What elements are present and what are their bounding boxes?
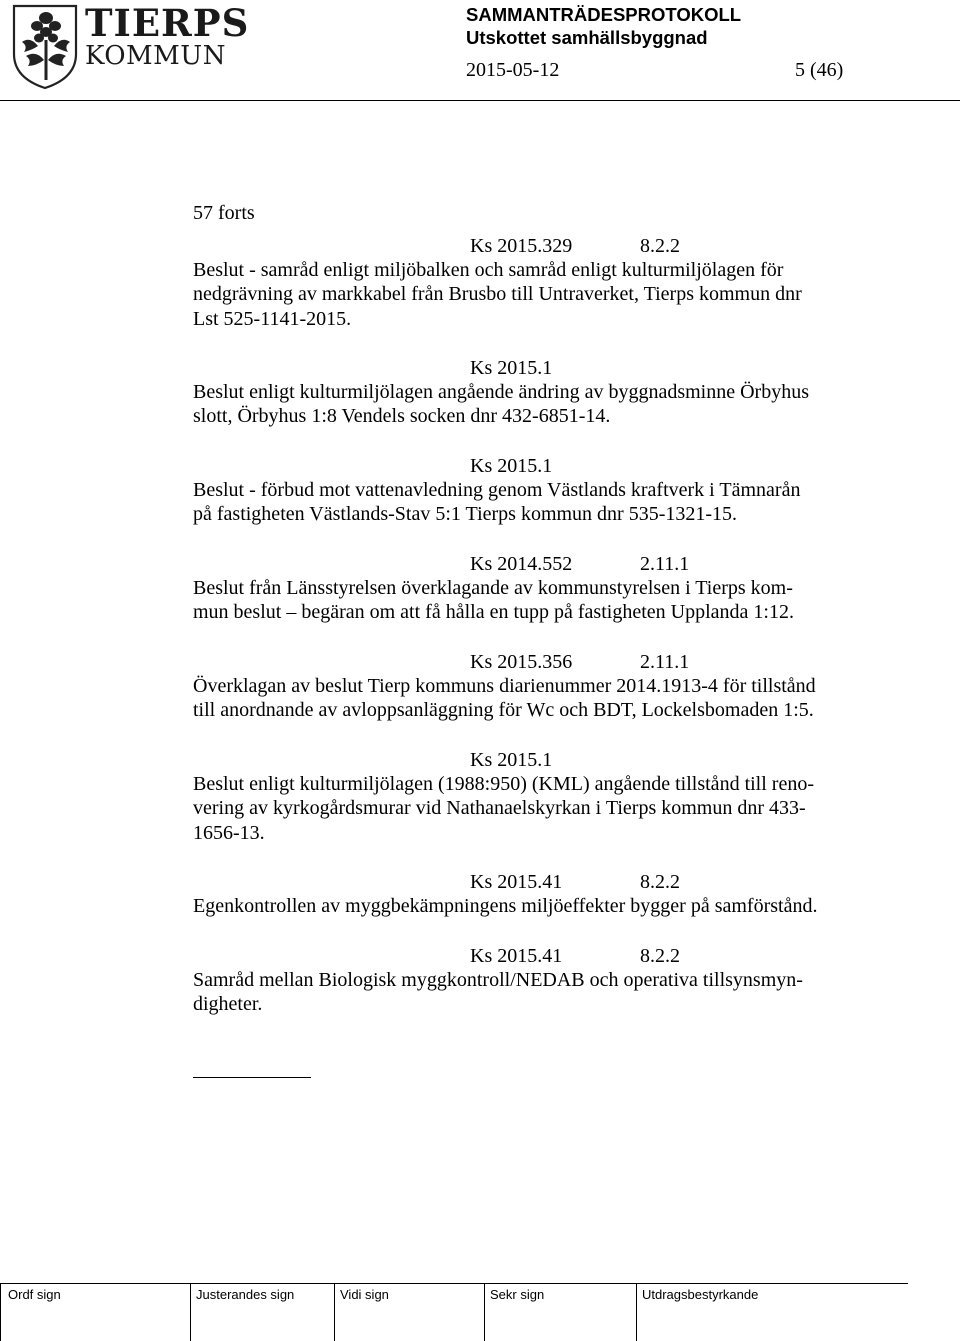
classification-code: 8.2.2	[640, 871, 680, 893]
case-number: Ks 2015.1	[470, 749, 553, 771]
signature-label: Vidi sign	[340, 1287, 389, 1302]
case-number: Ks 2015.41	[470, 945, 563, 967]
item-text-line: vering av kyrkogårdsmurar vid Nathanaelskyrkan i Tierps kommun dnr 433-	[193, 797, 806, 820]
document-title: SAMMANTRÄDESPROTOKOLL	[466, 4, 742, 25]
classification-code: 2.11.1	[640, 553, 690, 575]
item-text-line: mun beslut – begäran om att få hålla en tupp på fastigheten Upplanda 1:12.	[193, 601, 794, 624]
item-text-line: Beslut enligt kulturmiljölagen angående ändring av byggnadsminne Örbyhus	[193, 381, 809, 403]
item-text-line: Samråd mellan Biologisk myggkontroll/NEDAB och operativa tillsynsmyn-	[193, 969, 803, 991]
signature-divider	[0, 1283, 1, 1341]
logo-line-2: KOMMUN	[85, 41, 226, 71]
logo-line-1: TIERPS	[85, 1, 250, 45]
item-text-line: digheter.	[193, 993, 263, 1016]
item-text-line: Egenkontrollen av myggbekämpningens miljöeffekter bygger på samförstånd.	[193, 895, 818, 917]
logo-wordmark	[85, 1, 250, 71]
item-text-line: 1656-13.	[193, 821, 265, 844]
signature-divider	[334, 1283, 335, 1341]
section-heading: 57 forts	[193, 202, 255, 224]
classification-code: 2.11.1	[640, 651, 690, 673]
case-number: Ks 2015.1	[470, 357, 553, 379]
signature-label: Utdragsbestyrkande	[642, 1287, 759, 1302]
item-text-line: till anordnande av avloppsanläggning för Wc och BDT, Lockelsbomaden 1:5.	[193, 699, 814, 722]
item-text-line: nedgrävning av markkabel från Brusbo till Untraverket, Tierps kommun dnr	[193, 283, 802, 306]
item-text-line: Överklagan av beslut Tierp kommuns diarienummer 2014.1913-4 för tillstånd	[193, 675, 816, 697]
case-number: Ks 2015.356	[470, 651, 573, 673]
footer-divider	[0, 1283, 908, 1284]
item-text-line: Beslut enligt kulturmiljölagen (1988:950) (KML) angående tillstånd till reno-	[193, 773, 814, 795]
classification-code: 8.2.2	[640, 945, 680, 967]
kommun-logo	[10, 1, 250, 90]
meeting-date: 2015-05-12	[466, 59, 560, 81]
committee-name: Utskottet samhällsbyggnad	[466, 27, 708, 48]
case-number: Ks 2015.1	[470, 455, 553, 477]
signature-divider	[190, 1283, 191, 1341]
item-text-line: Beslut - förbud mot vattenavledning genom Västlands kraftverk i Tämnarån	[193, 479, 801, 501]
item-text-line: Beslut - samråd enligt miljöbalken och samråd enligt kulturmiljölagen för	[193, 259, 784, 281]
header-divider	[0, 100, 960, 101]
case-number: Ks 2014.552	[470, 553, 573, 575]
page-number: 5 (46)	[795, 59, 844, 81]
item-text-line: Beslut från Länsstyrelsen överklagande av kommunstyrelsen i Tierps kom-	[193, 577, 793, 599]
end-rule	[193, 1077, 311, 1078]
signature-label: Justerandes sign	[196, 1287, 295, 1302]
signature-label: Ordf sign	[8, 1287, 61, 1302]
case-number: Ks 2015.41	[470, 871, 563, 893]
item-text-line: Lst 525-1141-2015.	[193, 307, 352, 330]
classification-code: 8.2.2	[640, 235, 680, 257]
hop-cone-leaf-icon	[10, 2, 82, 90]
signature-divider	[484, 1283, 485, 1341]
item-text-line: slott, Örbyhus 1:8 Vendels socken dnr 432-6851-14.	[193, 405, 611, 428]
case-number: Ks 2015.329	[470, 235, 573, 257]
signature-divider	[636, 1283, 637, 1341]
item-text-line: på fastigheten Västlands-Stav 5:1 Tierps kommun dnr 535-1321-15.	[193, 503, 738, 526]
signature-label: Sekr sign	[490, 1287, 545, 1302]
